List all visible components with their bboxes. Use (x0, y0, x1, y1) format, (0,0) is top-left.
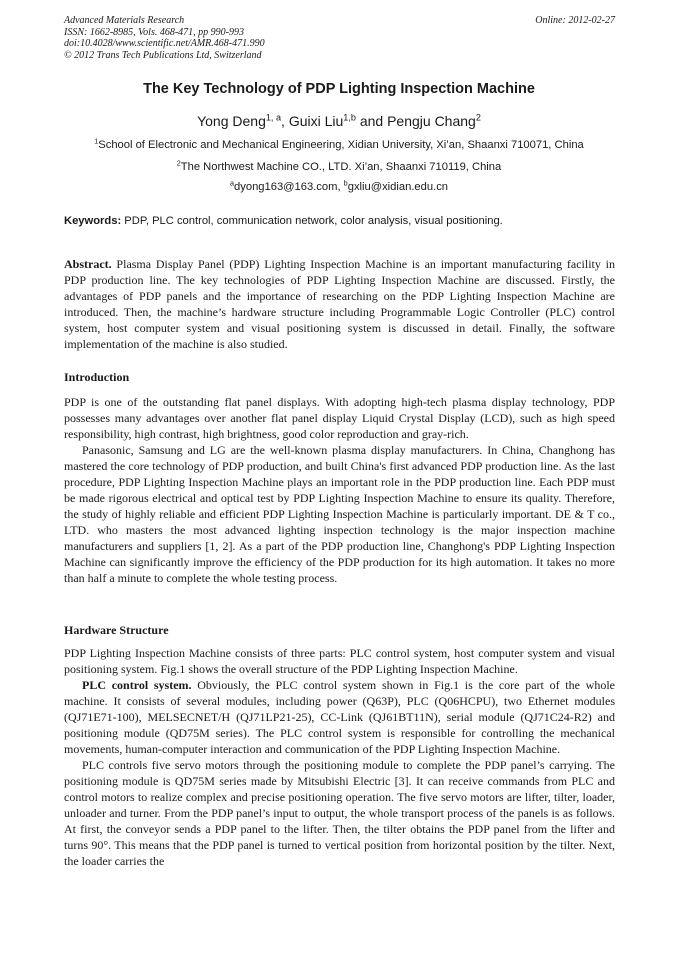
email-sup: a (229, 178, 235, 188)
keywords-text: PDP, PLC control, communication network, color analysis, visual positioning. (121, 215, 503, 227)
abstract-label: Abstract. (64, 257, 112, 271)
author-list (0, 113, 678, 129)
email-b: gxliu@xidian.edu.cn (347, 181, 449, 193)
author-sup: 1, a (265, 112, 282, 123)
keywords-label: Keywords: (64, 215, 122, 227)
paragraph-text: Obviously, the PLC control system shown in Fig.1 is the core part of the whole machine. It consists of several modules, including power (Q63P), PLC (Q06HCPU), two Ethernet modules (QJ71E71-100), MELSECNET/H (QJ71LP21-25), CC-Link (QJ61BT11N), serial module (QJ71C24-R2) and positioning module (QD75M series). The PLC control system is responsible for controlling the mechanical movements, human-computer interaction and communication of the PDP Lighting Inspection Machine. (64, 678, 615, 756)
introduction-body (64, 394, 615, 586)
author-separator: and (355, 113, 388, 129)
paper-title: The Key Technology of PDP Lighting Inspection Machine (143, 81, 535, 97)
paragraph: PLC controls five servo motors through the positioning module to complete the PDP panel’s carrying. The positioning module is QD75M series made by Mitsubishi Electric [3]. It can receive commands from PLC and control motors to realize complex and precise positioning operation. The five servo motors are lifter, tilter, loader, unloader and turner. From the PDP panel’s input to output, the whole transport process of the panels is as follows. At first, the conveyor sends a PDP panel to the lifter. Then, the tilter obtains the PDP panel from the lifter and turns 90°. This means that the PDP panel is turned to vertical position from horizontal position by the tilter. Next, the loader carries the (64, 758, 615, 868)
author-name: Pengju Chang (387, 113, 476, 129)
paragraph: PDP is one of the outstanding flat panel displays. With adopting high-tech plasma display technology, PDP possesses many advantages over another flat panel display Liquid Crystal Display (LCD), such as high speed responsibility, high contrast, high brightness, good color reproduction and gray-rich. (64, 395, 615, 441)
author-sup: 2 (475, 112, 481, 123)
email-sup: b (343, 178, 348, 188)
affiliation-sup: 1 (94, 136, 99, 146)
online-date: Online: 2012-02-27 (535, 15, 615, 26)
section-heading-introduction: Introduction (64, 370, 130, 384)
section-heading-hardware: Hardware Structure (64, 623, 169, 637)
paragraph: Panasonic, Samsung and LG are the well-known plasma display manufacturers. In China, Changhong has mastered the core technology of PDP production, and built China's first advanced PDP production line. As the last procedure, PDP Lighting Inspection Machine plays an important role in the PDP production line. Each PDP must be made rigorous electrical and optical test by PDP Lighting Inspection Machine to ensure its quality. Therefore, the study of highly reliable and efficient PDP Lighting Inspection Machine is particularly important. DE & T co., LTD. who masters the most advanced lighting inspection technology is the major inspection machine manufacturers and suppliers [1, 2]. As a part of the PDP production line, Changhong's PDP Lighting Inspection Machine can significantly improve the efficiency of the PDP production for its high automation. It takes no more than half a minute to complete the whole testing process. (64, 443, 615, 585)
author-name: Guixi Liu (288, 113, 344, 129)
issn-line: ISSN: 1662-8985, Vols. 468-471, pp 990-993 (64, 26, 244, 38)
author-name: Yong Deng (197, 113, 266, 129)
author-sup: 1,b (343, 112, 356, 123)
email-a: dyong163@163.com, (234, 181, 344, 193)
journal-name: Advanced Materials Research (64, 15, 185, 26)
doi-line: doi:10.4028/www.scientific.net/AMR.468-471.990 (64, 38, 265, 49)
author-separator: , (281, 113, 289, 129)
abstract (64, 256, 615, 352)
journal-header (64, 15, 265, 61)
affiliation-1 (0, 136, 678, 151)
paragraph: PDP Lighting Inspection Machine consists of three parts: PLC control system, host computer system and visual positioning system. Fig.1 shows the overall structure of the PDP Lighting Inspection Machine. (64, 646, 615, 676)
affiliation-text: The Northwest Machine CO., LTD. Xi’an, Shaanxi 710119, China (180, 161, 502, 173)
author-emails (0, 178, 678, 193)
affiliation-sup: 2 (176, 158, 181, 168)
hardware-body (64, 645, 615, 869)
keywords (64, 215, 615, 227)
paragraph (64, 677, 615, 757)
subsection-label: PLC control system. (82, 678, 192, 692)
abstract-paragraph (64, 256, 615, 352)
abstract-text: Plasma Display Panel (PDP) Lighting Inspection Machine is an important manufacturing facility in PDP production line. The key technologies of PDP Lighting Inspection Machine are discussed. Firstly, the advantages of PDP panels and the importance of researching on the PDP Lighting Inspection Machine are introduced. Then, the machine’s hardware structure including Programmable Logic Controller (PLC) control system, host computer system and visual positioning system is discussed in detail. Finally, the software implementation of the machine is also studied. (64, 257, 615, 351)
copyright-line: © 2012 Trans Tech Publications Ltd, Switzerland (64, 49, 262, 61)
affiliation-text: School of Electronic and Mechanical Engineering, Xidian University, Xi’an, Shaanxi 710071, China (98, 139, 584, 151)
affiliation-2 (0, 158, 678, 173)
